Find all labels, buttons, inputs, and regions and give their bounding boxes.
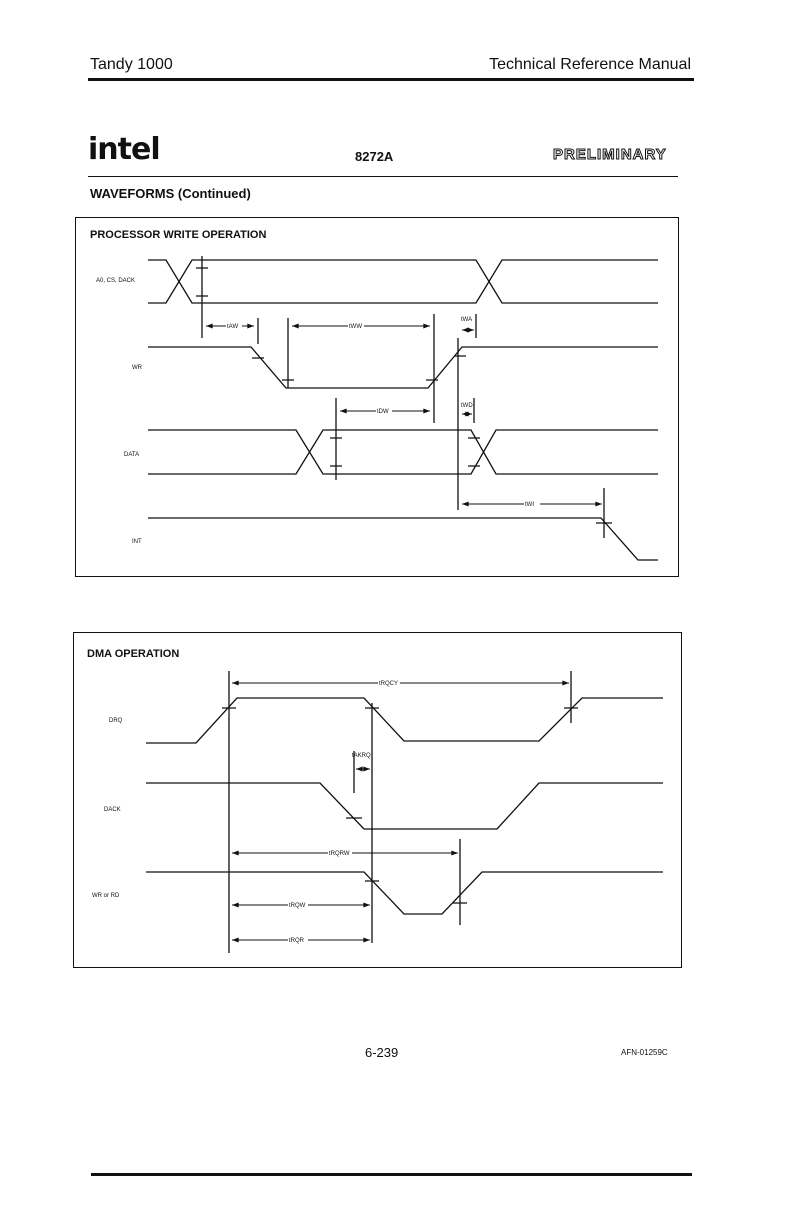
dack-waveform [146, 783, 663, 829]
footer-rule [91, 1173, 692, 1176]
diagram-title-processor-write: PROCESSOR WRITE OPERATION [90, 229, 267, 241]
section-heading: WAVEFORMS (Continued) [90, 186, 251, 201]
t-rqr-label: tRQR [289, 938, 304, 944]
intel-logo: intel [88, 132, 160, 167]
t-wi-label: tWI [525, 502, 534, 508]
t-aw-label: tAW [227, 324, 239, 330]
signal-label-drq: DRQ [109, 718, 123, 724]
preliminary-stamp: PRELIMINARY [553, 146, 667, 163]
header-rule [88, 78, 694, 81]
t-dw-label: tDW [377, 409, 389, 415]
header-manual-title: Technical Reference Manual [489, 56, 691, 73]
processor-write-diagram [75, 217, 679, 577]
signal-label-data: DATA [124, 452, 140, 458]
signal-label-wr-rd: WR or RD [92, 893, 120, 899]
drq-waveform [146, 698, 663, 743]
t-akrq-label: tAKRQ [352, 753, 371, 759]
part-number: 8272A [355, 149, 394, 164]
wr-rd-waveform [146, 872, 663, 914]
data-waveform-high [148, 430, 658, 474]
t-wd-label: tWD [461, 403, 473, 409]
dma-operation-diagram [73, 632, 682, 968]
t-rqcy-label: tRQCY [379, 681, 399, 687]
processor-write-waveforms [76, 218, 678, 576]
int-waveform [148, 518, 658, 560]
page-number: 6-239 [365, 1045, 399, 1060]
addr-waveform-high [148, 260, 658, 303]
t-wa-label: tWA [461, 317, 473, 323]
header-title: Tandy 1000 [90, 56, 173, 73]
signal-label-addr: A0, CS, DACK [96, 278, 136, 284]
t-ww-label: tWW [349, 324, 362, 330]
addr-waveform-low [148, 260, 658, 303]
signal-label-int: INT [132, 539, 142, 545]
signal-label-dack: DACK [104, 807, 121, 813]
document-code: AFN-01259C [621, 1048, 668, 1057]
logo-rule [88, 176, 678, 177]
t-rqrw-label: tRQRW [329, 851, 350, 857]
wr-waveform [148, 347, 658, 388]
diagram-title-dma: DMA OPERATION [87, 648, 180, 660]
t-rqw-label: tRQW [289, 903, 306, 909]
data-waveform-low [148, 430, 658, 474]
dma-waveforms [74, 633, 681, 967]
signal-label-wr: WR [132, 365, 142, 371]
